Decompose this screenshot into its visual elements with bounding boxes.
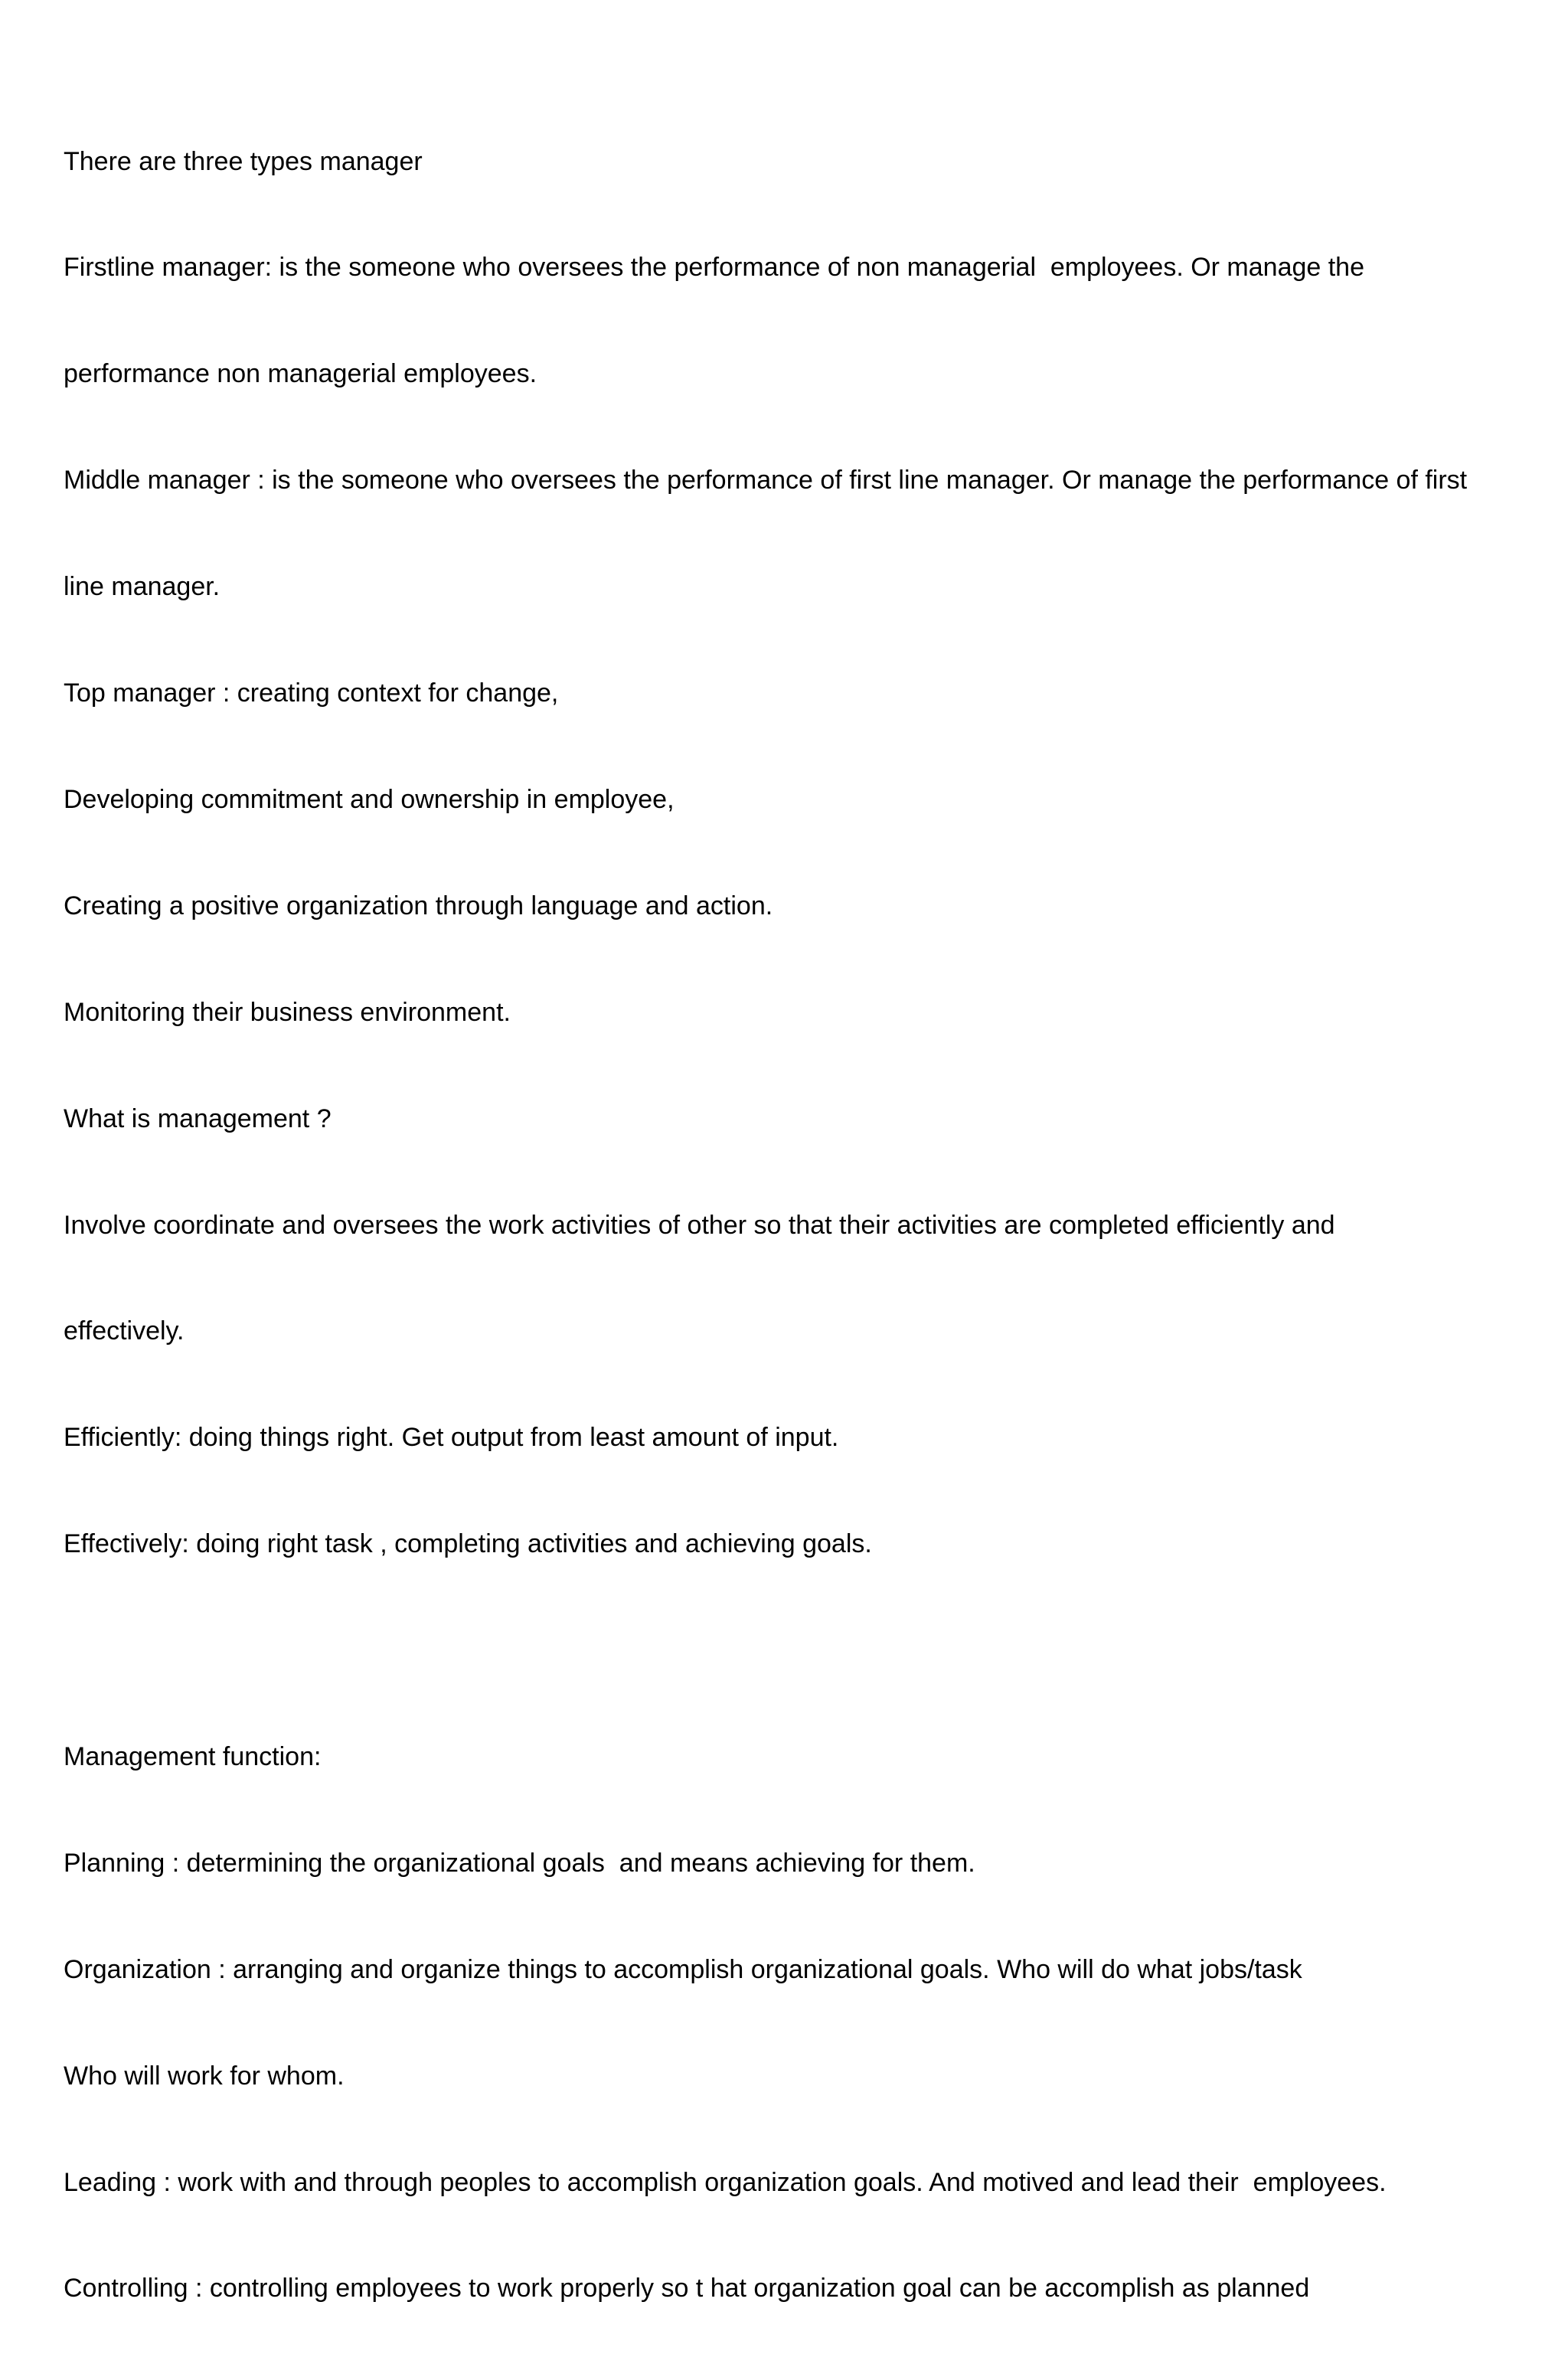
text-line: Management function: xyxy=(64,1741,322,1771)
text-line: Leading : work with and through peoples to accomplish organization goals. And motived and lead their employees. xyxy=(64,2167,1387,2197)
text-line: There are three types manager xyxy=(64,146,423,176)
text-line: What is management ? xyxy=(64,1103,332,1133)
text-line: Effectively: doing right task , completing activities and achieving goals. xyxy=(64,1529,872,1559)
text-line: Efficiently: doing things right. Get output from least amount of input. xyxy=(64,1423,839,1453)
text-line: Creating a positive organization through language and action. xyxy=(64,891,773,920)
text-line: Middle manager : is the someone who oversees the performance of first line manager. Or manage the performance of first xyxy=(64,466,1468,495)
text-line: Who will work for whom. xyxy=(64,2061,345,2091)
slide-text-body xyxy=(64,73,1541,2377)
text-line: Involve coordinate and oversees the work activities of other so that their activities are completed efficiently and xyxy=(64,1210,1335,1240)
text-line: Firstline manager: is the someone who oversees the performance of non managerial employees. Or manage the xyxy=(64,253,1365,283)
text-line: Controlling : controlling employees to work properly so t hat organization goal can be accomplish as planned xyxy=(64,2274,1310,2303)
text-line: Top manager : creating context for change, xyxy=(64,678,559,708)
text-line: line manager. xyxy=(64,572,220,602)
text-line: Organization : arranging and organize things to accomplish organizational goals. Who will do what jobs/task xyxy=(64,1954,1302,1984)
text-line: performance non managerial employees. xyxy=(64,359,537,389)
text-line: Planning : determining the organizational goals and means achieving for them. xyxy=(64,1848,975,1878)
text-line: Developing commitment and ownership in employee, xyxy=(64,784,675,814)
blank-line xyxy=(64,1633,1541,1668)
text-line: Monitoring their business environment. xyxy=(64,997,511,1027)
text-line: effectively. xyxy=(64,1316,185,1346)
